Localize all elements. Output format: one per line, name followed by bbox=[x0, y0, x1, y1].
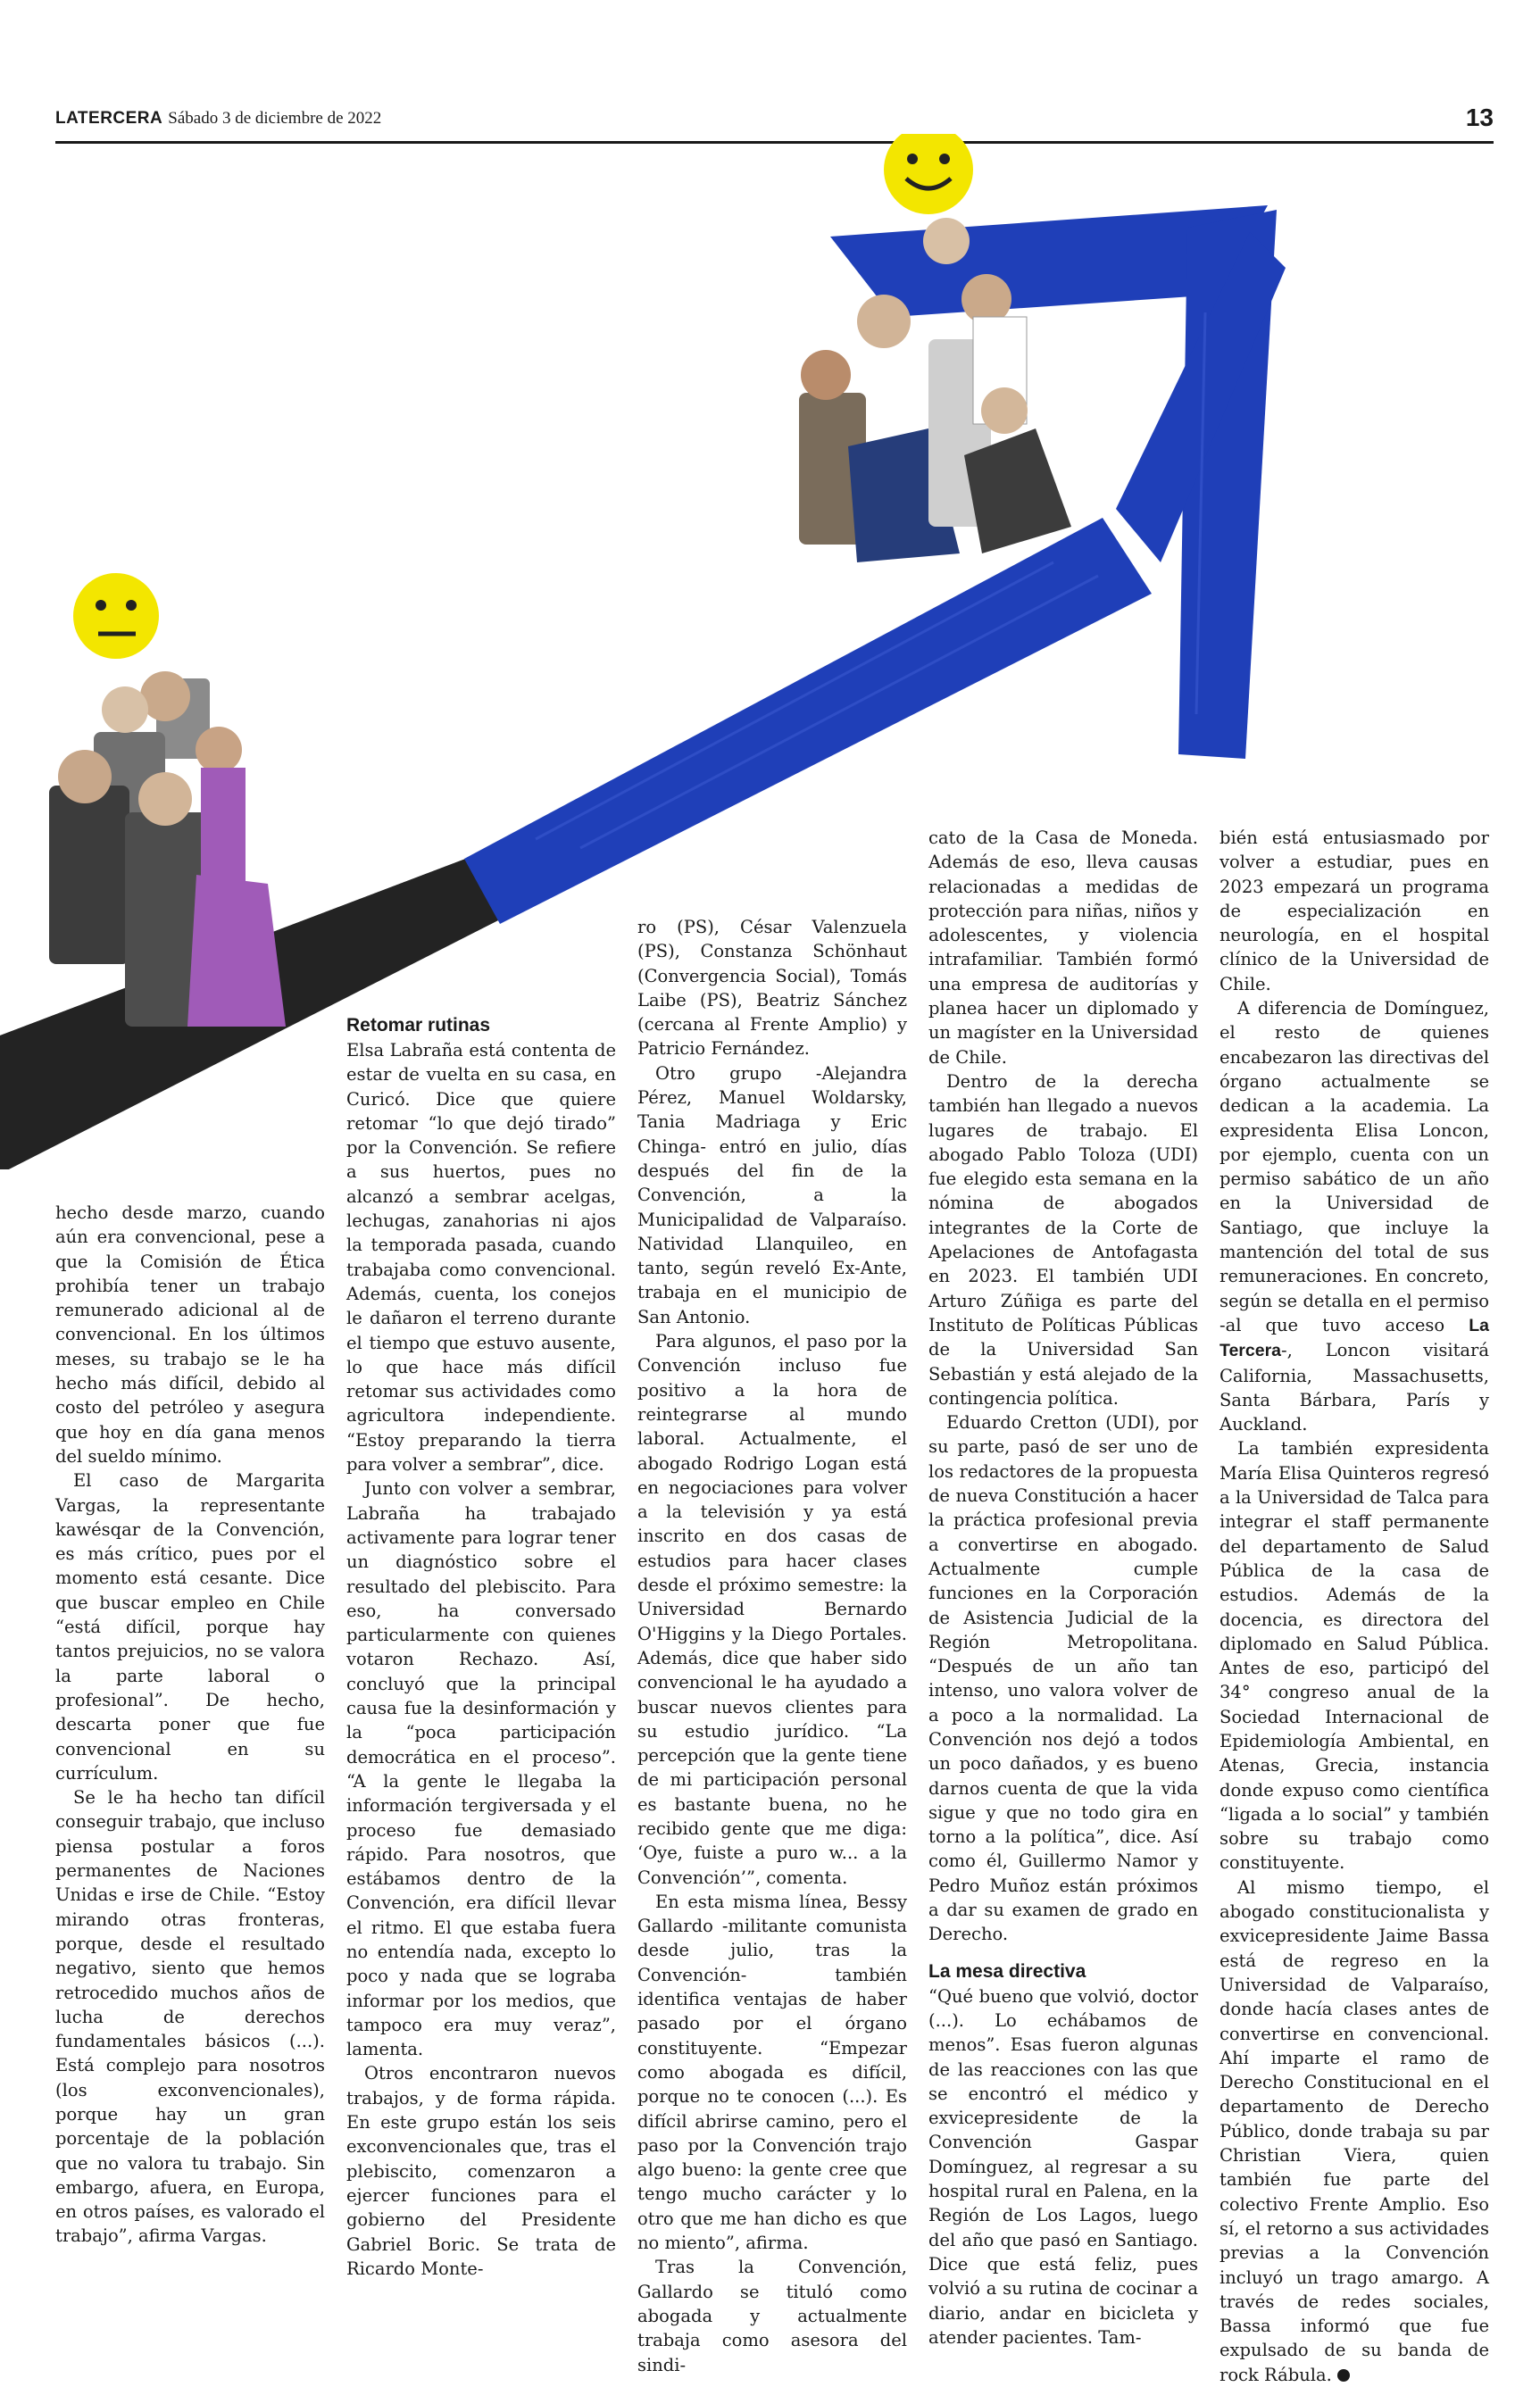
column-5 bbox=[1220, 826, 1489, 2387]
brand-name: LATERCERA bbox=[55, 109, 163, 128]
paragraph: Tras la Convención, Gallardo se tituló como abogada y actualmente trabaja como asesora del sindi- bbox=[637, 2257, 907, 2375]
paragraph: Otro grupo -Alejandra Pérez, Manuel Woldarsky, Tania Madriaga y Eric Chinga- entró en julio, días después del fin de la Convención, a la Municipalidad de Valparaíso. Natividad Llanquileo, en tanto, según reveló Ex-Ante, trabaja en el municipio de San Antonio. bbox=[637, 1062, 907, 1327]
column-4 bbox=[928, 826, 1198, 2350]
paragraph: “Qué bueno que volvió, doctor (...). Lo echábamos de menos”. Esas fueron algunas de las reacciones con las que se encontró el médico y exvicepresidente de la Convención Gaspar Domínguez, al regresar a su hospital rural en Palena, en la Región de Los Lagos, luego del año que pasó en Santiago. Dice que está feliz, pues volvió a su rutina de cocinar a diario, andar en bicicleta y atender pacientes. Tam- bbox=[928, 1985, 1198, 2348]
left-figures-group bbox=[49, 671, 286, 1027]
paragraph: Elsa Labraña está contenta de estar de vuelta en su casa, en Curicó. Dice que quiere retomar “lo que dejó tirado” por la Convención. Se refiere a sus huertos, pues no alcanzó a sembrar acelgas, lechugas, zanahorias ni ajos la temporada pasada, cuando trabajaba como convencional. Además, cuenta, los conejos le dañaron el terreno durante el tiempo que estuvo ausente, lo que hace más difícil retomar sus actividades como agricultora independiente. “Estoy preparando la tierra para volver a sembrar”, dice. bbox=[346, 1040, 616, 1476]
subheading: La mesa directiva bbox=[928, 1960, 1086, 1982]
paragraph: bién está entusiasmado por volver a estudiar, pues en 2023 empezará un programa de especialización en neurología, en el hospital clínico de la Universidad de Chile. bbox=[1220, 828, 1489, 994]
end-mark-icon bbox=[1337, 2369, 1350, 2382]
paragraph: ro (PS), César Valenzuela (PS), Constanza Schönhaut (Convergencia Social), Tomás Laibe (PS), Beatriz Sánchez (cercana al Frente Amplio) y Patricio Fernández. bbox=[637, 917, 907, 1060]
paragraph: Dentro de la derecha también han llegado a nuevos lugares de trabajo. El abogado Pablo Toloza (UDI) fue elegido esta semana en la nómina de abogados integrantes de la Corte de Apelaciones de Antofagasta en 2023. El también UDI Arturo Zúñiga es parte del Instituto de Políticas Públicas de la Universidad San Sebastián y está alejado de la contingencia política. bbox=[928, 1070, 1198, 1409]
paragraph: En esta misma línea, Bessy Gallardo -militante comunista desde julio, tras la Convención- también identifica ventajas de haber pasado por el órgano constituyente. “Empezar como abogada es difícil, porque no te conocen (...). Es difícil abrirse camino, pero el paso por la Convención trajo algo bueno: la gente cree que tengo mucho carácter y lo otro que me han dicho es que no miento”, afirma. bbox=[637, 1891, 907, 2254]
paragraph-text: A diferencia de Domínguez, el resto de quienes encabezaron las directivas del órgano actualmente se dedican a la academia. La expresidenta Elisa Loncon, por ejemplo, cuenta con un permiso sabático de un año en la Universidad de Santiago, que incluye la mantención del total de sus remuneraciones. En concreto, según se detalla en el permiso -al que tuvo acceso bbox=[1220, 998, 1489, 1335]
paragraph bbox=[1220, 996, 1489, 1436]
column-2 bbox=[346, 1013, 616, 2281]
column-3 bbox=[637, 915, 907, 2377]
paragraph: Eduardo Cretton (UDI), por su parte, pasó de ser uno de los redactores de la propuesta de nueva Constitución a hacer la práctica profesional previa a convertirse en abogado. Actualmente cumple funciones en la Corporación de Asistencia Judicial de la Región Metropolitana. “Después de un año tan intenso, uno valora volver de a poco a la normalidad. La Convención nos dejó a todos un poco dañados, y es bueno darnos cuenta de que la vida sigue y que no todo gira en torno a la política”, dice. Así como él, Guillermo Namor y Pedro Muñoz están próximos a dar su examen de grado en Derecho. bbox=[928, 1412, 1198, 1945]
newspaper-name: La Tercera bbox=[1220, 1315, 1489, 1361]
page-number: 13 bbox=[1465, 104, 1494, 131]
paragraph: hecho desde marzo, cuando aún era convencional, pese a que la Comisión de Ética prohibía tener un trabajo remunerado adicional al de convencional. En los últimos meses, su trabajo se le ha hecho más difícil, debido al costo del petróleo y asegura que hoy en día gana menos del sueldo mínimo. bbox=[55, 1202, 325, 1467]
paragraph-text: Al mismo tiempo, el abogado constitucionalista y exvicepresidente Jaime Bassa está de regreso en la Universidad de Valparaíso, donde hacía clases antes de convertirse en convencional. Ahí imparte el ramo de Derecho Constitucional en el departamento de Derecho Público, donde trabaja su par Christian Viera, quien también fue parte del colectivo Frente Amplio. Eso sí, el retorno a sus actividades previas a la Convención incluyó un trago amargo. A través de redes sociales, Bassa informó que fue expulsado de su banda de rock Rábula. bbox=[1220, 1876, 1489, 2385]
paragraph-text: -, Loncon visitará California, Massachusetts, Santa Bárbara, París y Auckland. bbox=[1220, 1340, 1489, 1435]
paragraph: Se le ha hecho tan difícil conseguir trabajo, que incluso piensa postular a foros permanentes de Naciones Unidas e irse de Chile. “Estoy mirando otras fronteras, porque, desde el resultado negativo, siento que hemos retrocedido muchos años de lucha de derechos fundamentales básicos (...). Está complejo para nosotros (los exconvencionales), porque hay un gran porcentaje de la población que no valora tu trabajo. Sin embargo, afuera, en Europa, en otros países, es valorado el trabajo”, afirma Vargas. bbox=[55, 1787, 325, 2247]
paragraph: Para algunos, el paso por la Convención incluso fue positivo a la hora de reintegrarse al mundo laboral. Actualmente, el abogado Rodrigo Logan está en negociaciones para volver a la televisión y ya está inscrito en dos casas de estudios para hacer clases desde el próximo semestre: la Universidad Bernardo O'Higgins y la Diego Portales. Además, dice que haber sido convencional le ha ayudado a buscar nuevos clientes para su estudio jurídico. “La percepción que la gente tiene de mi participación personal es bastante buena, no he recibido gente que me diga: ‘Oye, fuiste a puro w... a la Convención’”, comenta. bbox=[637, 1331, 907, 1888]
paragraph: cato de la Casa de Moneda. Además de eso, lleva causas relacionadas a medidas de protección para niñas, niños y adolescentes, y violencia intrafamiliar. También formó una empresa de auditorías y planea hacer un diplomado y un magíster en la Universidad de Chile. bbox=[928, 828, 1198, 1068]
paragraph bbox=[1220, 1876, 1489, 2387]
paragraph: El caso de Margarita Vargas, la representante kawésqar de la Convención, es más crítico, pues por el momento está cesante. Dice que buscar empleo en Chile “está difícil, porque hay tantos prejuicios, no se valora la parte laboral o profesional”. De hecho, descarta poner que fue convencional en su currículum. bbox=[55, 1470, 325, 1784]
column-1 bbox=[55, 1201, 325, 2249]
smiley-face-icon bbox=[884, 134, 973, 214]
paragraph: Junto con volver a sembrar, Labraña ha trabajado activamente para lograr tener un diagnóstico sobre el resultado del plebiscito. Para eso, ha conversado particularmente con quienes votaron Rechazo. Así, concluyó que la principal causa fue la desinformación y la “poca participación democrática en el proceso”. “A la gente le llegaba la información tergiversada y el proceso fue demasiado rápido. Para nosotros, que estábamos dentro de la Convención, era difícil llevar el ritmo. El que estaba fuera no entendía nada, excepto lo poco y nada que se lograba informar por los medios, que tampoco era muy veraz”, lamenta. bbox=[346, 1478, 616, 2060]
subheading: Retomar rutinas bbox=[346, 1015, 491, 1035]
paragraph: La también expresidenta María Elisa Quinteros regresó a la Universidad de Talca para integrar el staff permanente del departamento de Salud Pública de la casa de estudios. Además de la docencia, es directora del diplomado en Salud Pública. Antes de eso, participó del 34° congreso anual de la Sociedad Internacional de Epidemiología Ambiental, en Atenas, Grecia, instancia donde expuso como científica “ligada a lo social” y también sobre su trabajo como constituyente. bbox=[1220, 1438, 1489, 1874]
neutral-face-icon bbox=[73, 573, 159, 659]
masthead bbox=[55, 109, 381, 129]
paragraph: Otros encontraron nuevos trabajos, y de forma rápida. En este grupo están los seis exconvencionales que, tras el plebiscito, comenzaron a ejercer funciones para el gobierno del Presidente Gabriel Boric. Se trata de Ricardo Monte- bbox=[346, 2063, 616, 2279]
issue-date: Sábado 3 de diciembre de 2022 bbox=[168, 109, 382, 128]
